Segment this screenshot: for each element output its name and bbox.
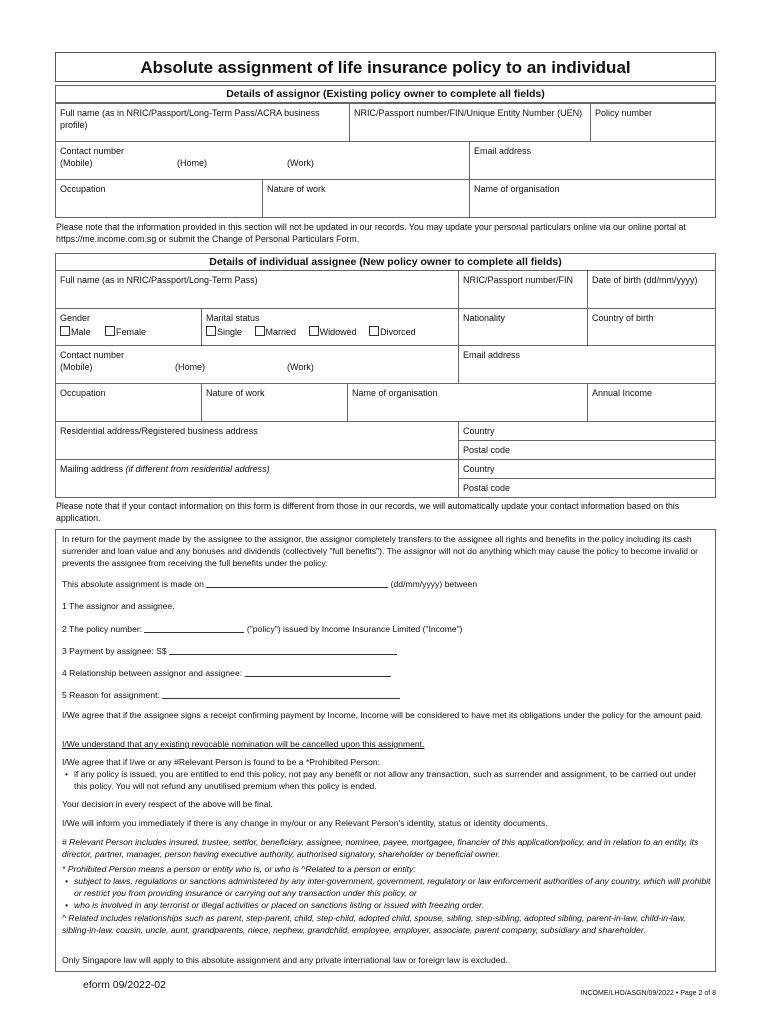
prohibited-person-definition — [62, 864, 712, 911]
label: Gender — [60, 313, 91, 323]
label: Widowed — [319, 327, 357, 338]
assignor-email-field[interactable] — [469, 141, 716, 180]
item-3 — [62, 646, 712, 658]
assignor-nric-field[interactable] — [349, 103, 591, 142]
label: Date of birth (dd/mm/yyyy) — [592, 275, 698, 285]
assignee-nric-field[interactable] — [458, 270, 588, 309]
assignor-nature-of-work-field[interactable] — [262, 179, 470, 218]
mailing-country-field[interactable] — [458, 459, 716, 479]
assignor-policy-number-field[interactable] — [590, 103, 716, 142]
label: Residential address/Registered business address — [60, 426, 258, 436]
assignor-occupation-field[interactable] — [55, 179, 263, 218]
label: ("policy") issued by Income Insurance Limited ("Income") — [246, 624, 463, 634]
label: Divorced — [380, 327, 416, 338]
label: 4 Relationship between assignor and assignee: — [62, 668, 243, 678]
payment-blank[interactable] — [169, 646, 397, 655]
eform-code: eform 09/2022-02 — [83, 979, 166, 991]
mailing-address-field[interactable] — [55, 459, 459, 498]
residential-postal-code-field[interactable] — [458, 440, 716, 460]
residential-address-field[interactable] — [55, 421, 459, 460]
label: (if different from residential address) — [125, 464, 270, 474]
label: (Work) — [287, 362, 314, 373]
governing-law: Only Singapore law will apply to this absolute assignment and any private international law or foreign law is excluded. — [62, 955, 508, 965]
label: Female — [116, 327, 147, 338]
label: Annual Income — [592, 388, 653, 398]
label: (dd/mm/yyyy) between — [390, 579, 478, 589]
divorced-checkbox[interactable] — [369, 326, 379, 336]
inform-changes: I/We will inform you immediately if there is any change in my/our or any Relevant Person's identity, status or identity documents. — [62, 818, 548, 828]
assignee-full-name-field[interactable] — [55, 270, 459, 309]
label: (Mobile) — [60, 362, 93, 373]
label: Name of organisation — [474, 184, 560, 194]
widowed-checkbox[interactable] — [309, 326, 319, 336]
label: Postal code — [463, 445, 511, 455]
label: 3 Payment by assignee: S$ — [62, 646, 167, 656]
label: Full name (as in NRIC/Passport/Long-Term Pass) — [60, 275, 258, 285]
label: * Prohibited Person means a person or entity who is, or who is ^Related to a person or entity: — [62, 864, 416, 874]
country-of-birth-field[interactable] — [587, 308, 716, 346]
label: (Home) — [177, 158, 208, 169]
label: Policy number — [595, 108, 653, 118]
mailing-postal-code-field[interactable] — [458, 478, 716, 498]
label: 5 Reason for assignment: — [62, 690, 160, 700]
label: • who is involved in any terrorist or illegal activities or placed on sanctions listing or issued with freezing order. — [62, 900, 712, 912]
assignee-heading: Details of individual assignee (New policy owner to complete all fields) — [55, 253, 716, 271]
marital-status-field — [201, 308, 459, 346]
assignor-full-name-field[interactable] — [55, 103, 350, 142]
assignor-note: Please note that the information provided in this section will not be updated in our records. You may update your personal particulars online via our online portal at https://me.income.com.sg or submit the Change of Personal Particulars Form. — [56, 222, 686, 245]
label: Married — [265, 327, 297, 338]
assignor-organisation-field[interactable] — [469, 179, 716, 218]
label: NRIC/Passport number/FIN/Unique Entity Number (UEN) — [354, 108, 583, 118]
gender-field — [55, 308, 202, 346]
label: 2 The policy number: — [62, 624, 143, 634]
label: (Home) — [175, 362, 206, 373]
label: Contact number — [60, 350, 125, 360]
policy-number-blank[interactable] — [144, 624, 244, 633]
label: Contact number — [60, 146, 125, 156]
label: (Work) — [287, 158, 314, 169]
related-definition: ^ Related includes relationships such as parent, step-parent, child, step-child, adopted child, spouse, sibling, step-sibling, adopted sibling, parent-in-law, child-in-law, sibling-in-law, cousin, uncle, aunt, grandparents, niece, nephew, grandchild, employee, employer, associate, parent company, subsidiary and shareholder. — [62, 913, 686, 935]
relevant-person-definition: # Relevant Person includes insured, trustee, settlor, beneficiary, assignee, nominee, payee, mortgagee, financier of this application/policy, and in relation to an entity, its director, partner, manager, person having executive authority, authorised signatory, shareholder or beneficial owner. — [62, 837, 699, 859]
label: Country — [463, 464, 495, 474]
assignee-contact-field[interactable] — [55, 345, 459, 384]
nationality-field[interactable] — [458, 308, 588, 346]
assignee-dob-field[interactable] — [587, 270, 716, 309]
label: I/We agree that if I/we or any #Relevant Person is found to be a *Prohibited Person: — [62, 757, 380, 767]
label: NRIC/Passport number/FIN — [463, 275, 574, 285]
male-checkbox[interactable] — [60, 326, 70, 336]
single-checkbox[interactable] — [206, 326, 216, 336]
label: Name of organisation — [352, 388, 438, 398]
label: Mailing address — [60, 464, 124, 474]
form-title: Absolute assignment of life insurance policy to an individual — [55, 52, 716, 82]
assignee-nature-of-work-field[interactable] — [201, 383, 348, 422]
label: Occupation — [60, 388, 106, 398]
annual-income-field[interactable] — [587, 383, 716, 422]
residential-country-field[interactable] — [458, 421, 716, 441]
assignor-contact-field[interactable] — [55, 141, 470, 180]
decision-final: Your decision in every respect of the above will be final. — [62, 799, 273, 809]
assignee-email-field[interactable] — [458, 345, 716, 384]
relationship-blank[interactable] — [245, 668, 391, 677]
label: Marital status — [206, 313, 260, 323]
declaration-intro: In return for the payment made by the assignee to the assignor, the assignor completely transfers to the assignee all rights and benefits in the policy including its cash surrender and loan value and any bonuses and dividends (collectively "full benefits"). The assignor will not do anything which may cause the policy to become invalid or prevents the assignee from receiving the full benefits under the policy. — [62, 534, 699, 568]
understand-nomination: I/We understand that any existing revocable nomination will be cancelled upon this assignment. — [62, 739, 425, 749]
label: Email address — [463, 350, 521, 360]
made-on-line — [62, 579, 712, 591]
label: • if any policy is issued, you are entitled to end this policy, not pay any benefit or not allow any transaction, such as surrender and assignment, to be carried out under this policy. You will not refund any unutilised premium when this policy is ended. — [62, 769, 712, 793]
item-2 — [62, 624, 712, 636]
assignee-organisation-field[interactable] — [347, 383, 588, 422]
agree-receipt: I/We agree that if the assignee signs a receipt confirming payment by Income, Income will be considered to have met its obligations under the policy for the amount paid. — [62, 710, 703, 720]
female-checkbox[interactable] — [105, 326, 115, 336]
label: Nature of work — [206, 388, 265, 398]
label: Country — [463, 426, 495, 436]
label: (Mobile) — [60, 158, 93, 169]
label: • subject to laws, regulations or sanctions administered by any inter-government, government, regulatory or law enforcement authorities of any country, which will prohibit or restrict you from providing insurance or carrying out any transaction under this policy, or — [62, 876, 712, 900]
item-4 — [62, 668, 712, 680]
item-1: 1 The assignor and assignee. — [62, 601, 175, 611]
label: Single — [217, 327, 243, 338]
label: Male — [71, 327, 91, 338]
label: Occupation — [60, 184, 106, 194]
assignee-note: Please note that if your contact information on this form is different from those in our records, we will automatically update your contact information based on this application. — [56, 501, 680, 524]
assignor-heading: Details of assignor (Existing policy owner to complete all fields) — [55, 85, 716, 103]
label: Postal code — [463, 483, 511, 493]
date-blank[interactable] — [206, 579, 388, 588]
item-5 — [62, 690, 712, 702]
label: Email address — [474, 146, 532, 156]
label: Full name (as in NRIC/Passport/Long-Term Pass/ACRA business profile) — [60, 108, 320, 131]
prohibited-agreement — [62, 757, 712, 793]
married-checkbox[interactable] — [255, 326, 265, 336]
assignee-occupation-field[interactable] — [55, 383, 202, 422]
page-reference: INCOME/LHO/ASGN/09/2022 • Page 2 of 8 — [580, 990, 716, 997]
label: Country of birth — [592, 313, 654, 323]
declaration-box — [55, 529, 716, 972]
label: This absolute assignment is made on — [62, 579, 204, 589]
reason-blank[interactable] — [162, 690, 400, 699]
label: Nationality — [463, 313, 506, 323]
label: Nature of work — [267, 184, 326, 194]
